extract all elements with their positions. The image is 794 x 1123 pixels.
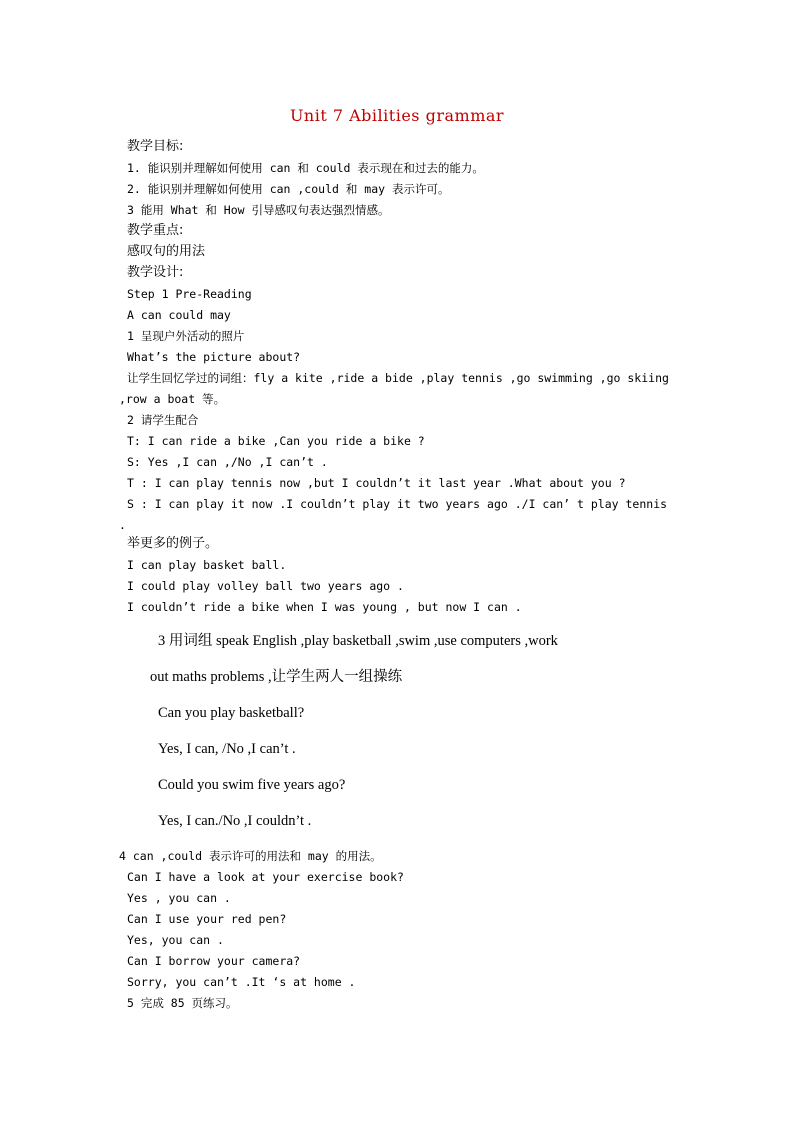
design-heading: 教学设计: [127, 265, 184, 280]
practice-a1: Yes, I can, /No ,I can’t . [158, 741, 296, 757]
objective-2: 2. 能识别并理解如何使用 can ,could 和 may 表示许可。 [127, 182, 450, 196]
key-point-text: 感叹句的用法 [127, 244, 206, 259]
permission-a3: Sorry, you can’t .It ‘s at home . [127, 975, 356, 989]
item-1: 1 呈现户外活动的照片 [127, 329, 245, 343]
dialogue-s1: S: Yes ,I can ,/No ,I can’t . [127, 455, 328, 469]
dialogue-s2: S : I can play it now .I couldn’t play it two years ago ./I can’ t play tennis [127, 497, 668, 511]
section-a-label: A can could may [127, 308, 231, 322]
recall-phrases-cont: ,row a boat 等。 [119, 392, 226, 406]
permission-a2: Yes, you can . [127, 933, 224, 947]
example-1: I can play basket ball. [127, 558, 287, 572]
item-5: 5 完成 85 页练习。 [127, 996, 238, 1010]
key-point-heading: 教学重点: [127, 223, 184, 238]
step-1-heading: Step 1 Pre-Reading [127, 287, 252, 301]
practice-q2: Could you swim five years ago? [158, 777, 346, 793]
more-examples-heading: 举更多的例子。 [127, 536, 219, 551]
item-2: 2 请学生配合 [127, 413, 199, 427]
dialogue-t2: T : I can play tennis now ,but I couldn’t it last year .What about you ? [127, 476, 626, 490]
dialogue-t1: T: I can ride a bike ,Can you ride a bike ? [127, 434, 425, 448]
item-3: 3 用词组 speak English ,play basketball ,swim ,use computers ,work [158, 633, 558, 649]
example-3: I couldn’t ride a bike when I was young , but now I can . [127, 600, 522, 614]
example-2: I could play volley ball two years ago . [127, 579, 404, 593]
practice-q1: Can you play basketball? [158, 705, 305, 721]
objective-1: 1. 能识别并理解如何使用 can 和 could 表示现在和过去的能力。 [127, 161, 484, 175]
objective-3: 3 能用 What 和 How 引导感叹句表达强烈情感。 [127, 203, 390, 217]
permission-q3: Can I borrow your camera? [127, 954, 301, 968]
dialogue-s2-end: . [119, 518, 126, 532]
permission-q1: Can I have a look at your exercise book? [127, 870, 404, 884]
practice-a2: Yes, I can./No ,I couldn’t . [158, 813, 312, 829]
permission-q2: Can I use your red pen? [127, 912, 287, 926]
item-4: 4 can ,could 表示许可的用法和 may 的用法。 [119, 849, 382, 863]
question-picture: What’s the picture about? [127, 350, 301, 364]
item-3-cont: out maths problems ,让学生两人一组操练 [150, 669, 403, 685]
document-title: Unit 7 Abilities grammar [289, 106, 505, 125]
recall-phrases: 让学生回忆学过的词组：fly a kite ,ride a bide ,play tennis ,go swimming ,go skiing [127, 371, 669, 385]
objectives-heading: 教学目标: [127, 139, 184, 154]
permission-a1: Yes , you can . [127, 891, 231, 905]
